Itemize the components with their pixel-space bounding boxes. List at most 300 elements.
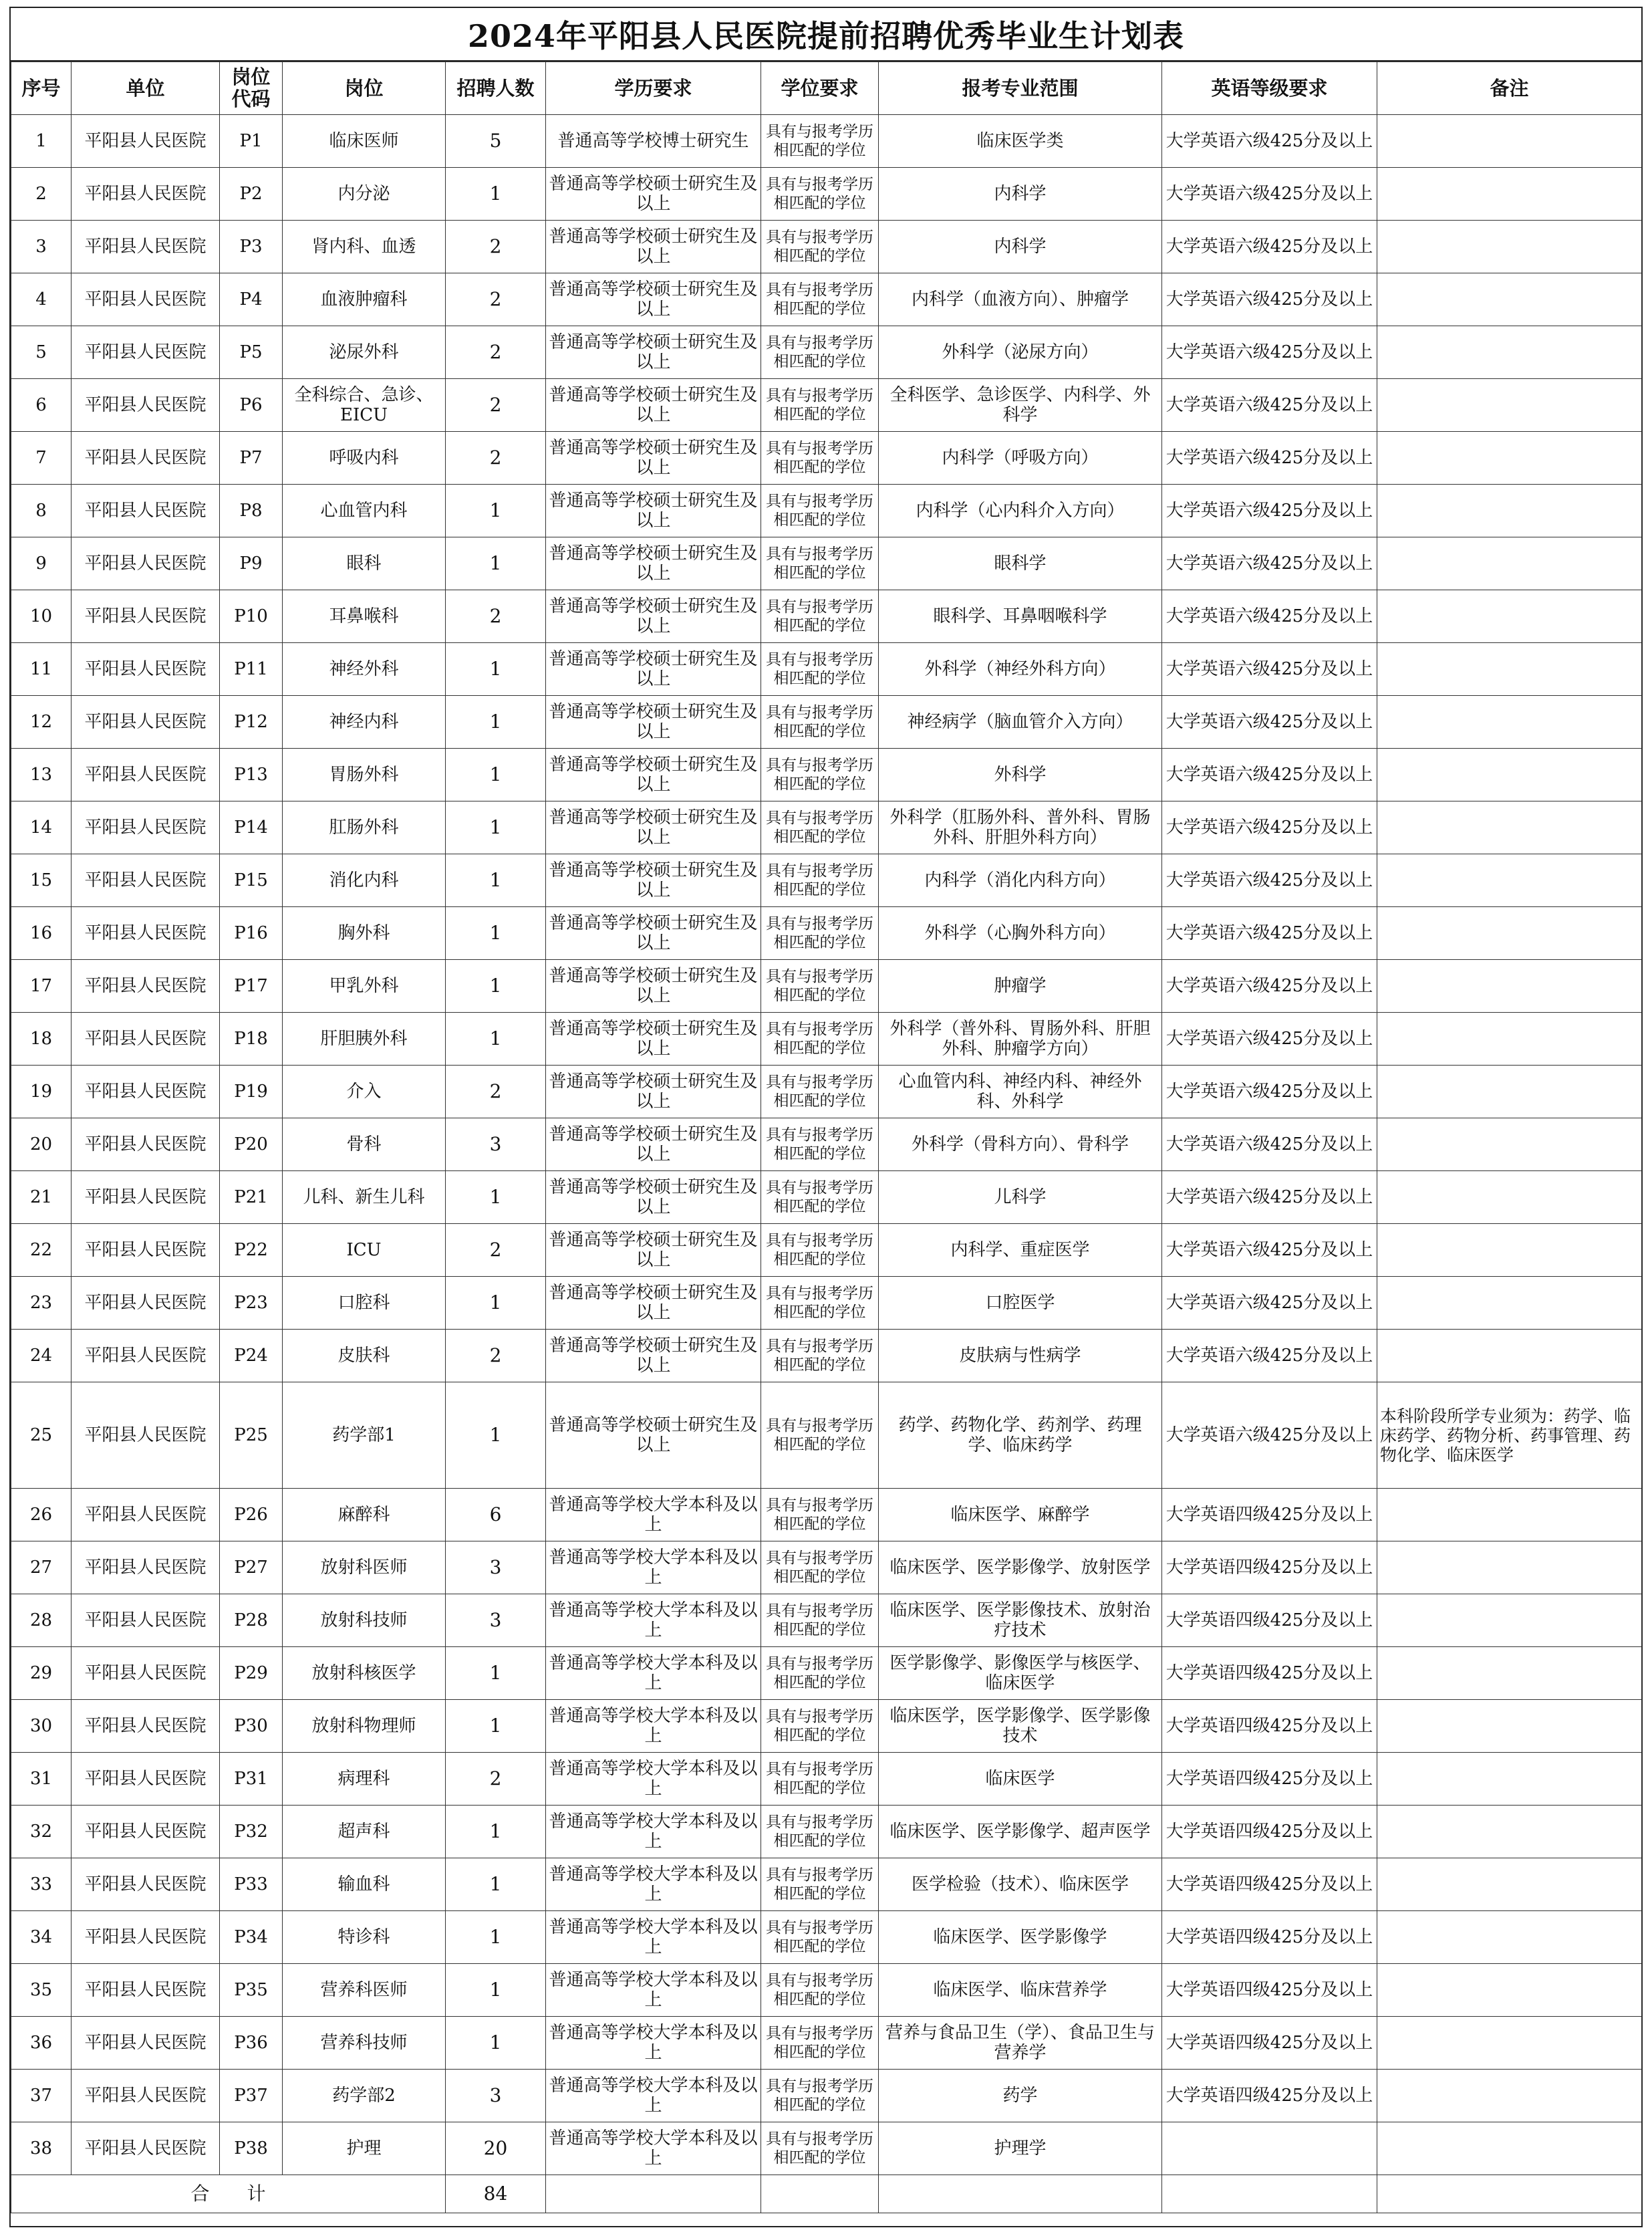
table-row <box>11 854 1642 907</box>
cell-note <box>1377 379 1642 432</box>
cell-edu: 普通高等学校硕士研究生及以上 <box>546 1382 761 1489</box>
cell-english: 大学英语六级425分及以上 <box>1162 696 1377 749</box>
cell-degree: 具有与报考学历相匹配的学位 <box>761 854 879 907</box>
cell-edu: 普通高等学校硕士研究生及以上 <box>546 854 761 907</box>
cell-count: 1 <box>446 1013 546 1066</box>
cell-unit: 平阳县人民医院 <box>72 1806 220 1858</box>
cell-degree: 具有与报考学历相匹配的学位 <box>761 168 879 221</box>
cell-unit: 平阳县人民医院 <box>72 1382 220 1489</box>
cell-edu: 普通高等学校硕士研究生及以上 <box>546 801 761 854</box>
cell-english: 大学英语六级425分及以上 <box>1162 115 1377 168</box>
cell-english: 大学英语四级425分及以上 <box>1162 2017 1377 2070</box>
cell-english: 大学英语四级425分及以上 <box>1162 1700 1377 1753</box>
table-row <box>11 537 1642 590</box>
cell-count: 1 <box>446 801 546 854</box>
cell-code: P24 <box>220 1330 283 1382</box>
cell-degree: 具有与报考学历相匹配的学位 <box>761 696 879 749</box>
cell-english: 大学英语四级425分及以上 <box>1162 1753 1377 1806</box>
cell-seq: 31 <box>11 1753 72 1806</box>
cell-major: 外科学（泌尿方向） <box>879 326 1162 379</box>
cell-unit: 平阳县人民医院 <box>72 1224 220 1277</box>
cell-unit: 平阳县人民医院 <box>72 2070 220 2122</box>
cell-degree: 具有与报考学历相匹配的学位 <box>761 1224 879 1277</box>
cell-english: 大学英语六级425分及以上 <box>1162 168 1377 221</box>
cell-edu: 普通高等学校大学本科及以上 <box>546 1858 761 1911</box>
cell-code: P9 <box>220 537 283 590</box>
cell-seq: 6 <box>11 379 72 432</box>
cell-count: 2 <box>446 432 546 485</box>
cell-post: 心血管内科 <box>283 485 446 537</box>
cell-edu: 普通高等学校大学本科及以上 <box>546 1541 761 1594</box>
cell-major: 儿科学 <box>879 1171 1162 1224</box>
cell-code: P16 <box>220 907 283 960</box>
cell-count: 1 <box>446 749 546 801</box>
cell-english: 大学英语六级425分及以上 <box>1162 643 1377 696</box>
cell-note <box>1377 1489 1642 1541</box>
cell-note <box>1377 2017 1642 2070</box>
cell-post: 消化内科 <box>283 854 446 907</box>
cell-edu: 普通高等学校硕士研究生及以上 <box>546 485 761 537</box>
cell-seq: 7 <box>11 432 72 485</box>
cell-major: 皮肤病与性病学 <box>879 1330 1162 1382</box>
cell-edu: 普通高等学校硕士研究生及以上 <box>546 1277 761 1330</box>
cell-english: 大学英语四级425分及以上 <box>1162 1806 1377 1858</box>
cell-major: 口腔医学 <box>879 1277 1162 1330</box>
page-title: 2024年平阳县人民医院提前招聘优秀毕业生计划表 <box>11 8 1641 61</box>
cell-code: P6 <box>220 379 283 432</box>
cell-degree: 具有与报考学历相匹配的学位 <box>761 1858 879 1911</box>
table-row <box>11 749 1642 801</box>
cell-post: 临床医师 <box>283 115 446 168</box>
cell-unit: 平阳县人民医院 <box>72 643 220 696</box>
cell-unit: 平阳县人民医院 <box>72 1911 220 1964</box>
cell-seq: 30 <box>11 1700 72 1753</box>
cell-seq: 14 <box>11 801 72 854</box>
table-row <box>11 1013 1642 1066</box>
cell-count: 1 <box>446 907 546 960</box>
table-row <box>11 907 1642 960</box>
cell-code: P7 <box>220 432 283 485</box>
table-row <box>11 221 1642 273</box>
cell-seq: 25 <box>11 1382 72 1489</box>
cell-count: 5 <box>446 115 546 168</box>
cell-note <box>1377 696 1642 749</box>
cell-edu: 普通高等学校硕士研究生及以上 <box>546 907 761 960</box>
table-row <box>11 1118 1642 1171</box>
cell-post: 甲乳外科 <box>283 960 446 1013</box>
cell-major: 内科学、重症医学 <box>879 1224 1162 1277</box>
cell-post: 皮肤科 <box>283 1330 446 1382</box>
cell-edu: 普通高等学校大学本科及以上 <box>546 1753 761 1806</box>
cell-unit: 平阳县人民医院 <box>72 1858 220 1911</box>
cell-note <box>1377 1277 1642 1330</box>
cell-post: 胸外科 <box>283 907 446 960</box>
cell-english: 大学英语六级425分及以上 <box>1162 854 1377 907</box>
cell-unit: 平阳县人民医院 <box>72 1171 220 1224</box>
cell-seq: 32 <box>11 1806 72 1858</box>
cell-major: 临床医学、麻醉学 <box>879 1489 1162 1541</box>
cell-major: 药学、药物化学、药剂学、药理学、临床药学 <box>879 1382 1162 1489</box>
cell-edu: 普通高等学校硕士研究生及以上 <box>546 1330 761 1382</box>
cell-note <box>1377 1753 1642 1806</box>
cell-note <box>1377 273 1642 326</box>
cell-degree: 具有与报考学历相匹配的学位 <box>761 1330 879 1382</box>
cell-major: 内科学（心内科介入方向） <box>879 485 1162 537</box>
cell-code: P38 <box>220 2122 283 2175</box>
cell-english: 大学英语六级425分及以上 <box>1162 485 1377 537</box>
table-row <box>11 1700 1642 1753</box>
cell-major: 内科学（消化内科方向） <box>879 854 1162 907</box>
cell-major: 外科学 <box>879 749 1162 801</box>
cell-seq: 27 <box>11 1541 72 1594</box>
cell-note <box>1377 537 1642 590</box>
cell-code: P27 <box>220 1541 283 1594</box>
cell-edu: 普通高等学校大学本科及以上 <box>546 1489 761 1541</box>
cell-seq: 16 <box>11 907 72 960</box>
cell-english: 大学英语四级425分及以上 <box>1162 1964 1377 2017</box>
cell-post: 泌尿外科 <box>283 326 446 379</box>
header-english: 英语等级要求 <box>1162 62 1377 115</box>
cell-post: 呼吸内科 <box>283 432 446 485</box>
header-count: 招聘人数 <box>446 62 546 115</box>
cell-seq: 29 <box>11 1647 72 1700</box>
cell-seq: 21 <box>11 1171 72 1224</box>
cell-unit: 平阳县人民医院 <box>72 1118 220 1171</box>
cell-count: 6 <box>446 1489 546 1541</box>
cell-post: 介入 <box>283 1066 446 1118</box>
cell-note <box>1377 907 1642 960</box>
cell-note <box>1377 1224 1642 1277</box>
cell-post: 输血科 <box>283 1858 446 1911</box>
cell-seq: 18 <box>11 1013 72 1066</box>
cell-post: 儿科、新生儿科 <box>283 1171 446 1224</box>
cell-major: 外科学（普外科、胃肠外科、肝胆外科、肿瘤学方向） <box>879 1013 1162 1066</box>
cell-seq: 24 <box>11 1330 72 1382</box>
cell-post: 肾内科、血透 <box>283 221 446 273</box>
cell-note <box>1377 749 1642 801</box>
cell-note <box>1377 1647 1642 1700</box>
cell-post: 病理科 <box>283 1753 446 1806</box>
cell-edu: 普通高等学校硕士研究生及以上 <box>546 960 761 1013</box>
cell-note <box>1377 1013 1642 1066</box>
cell-seq: 13 <box>11 749 72 801</box>
cell-post: 神经外科 <box>283 643 446 696</box>
cell-unit: 平阳县人民医院 <box>72 960 220 1013</box>
cell-english: 大学英语六级425分及以上 <box>1162 1066 1377 1118</box>
cell-english: 大学英语六级425分及以上 <box>1162 326 1377 379</box>
cell-unit: 平阳县人民医院 <box>72 1489 220 1541</box>
cell-code: P2 <box>220 168 283 221</box>
cell-note <box>1377 1858 1642 1911</box>
cell-english: 大学英语四级425分及以上 <box>1162 1489 1377 1541</box>
cell-count: 1 <box>446 1911 546 1964</box>
table-row <box>11 2070 1642 2122</box>
cell-note: 本科阶段所学专业须为：药学、临床药学、药物分析、药事管理、药物化学、临床医学 <box>1377 1382 1642 1489</box>
cell-edu: 普通高等学校硕士研究生及以上 <box>546 537 761 590</box>
cell-count: 2 <box>446 221 546 273</box>
cell-note <box>1377 432 1642 485</box>
cell-code: P17 <box>220 960 283 1013</box>
cell-count: 1 <box>446 854 546 907</box>
table-row <box>11 1806 1642 1858</box>
cell-major: 神经病学（脑血管介入方向） <box>879 696 1162 749</box>
cell-degree: 具有与报考学历相匹配的学位 <box>761 590 879 643</box>
cell-post: 放射科医师 <box>283 1541 446 1594</box>
cell-post: 肛肠外科 <box>283 801 446 854</box>
cell-code: P19 <box>220 1066 283 1118</box>
cell-edu: 普通高等学校大学本科及以上 <box>546 1911 761 1964</box>
cell-count: 1 <box>446 1806 546 1858</box>
cell-edu: 普通高等学校硕士研究生及以上 <box>546 1224 761 1277</box>
cell-edu: 普通高等学校大学本科及以上 <box>546 2017 761 2070</box>
cell-major: 内科学（血液方向）、肿瘤学 <box>879 273 1162 326</box>
cell-post: 放射科技师 <box>283 1594 446 1647</box>
cell-major: 临床医学、医学影像学 <box>879 1911 1162 1964</box>
table-row <box>11 1277 1642 1330</box>
cell-count: 1 <box>446 1647 546 1700</box>
cell-unit: 平阳县人民医院 <box>72 1964 220 2017</box>
cell-post: 全科综合、急诊、EICU <box>283 379 446 432</box>
table-row <box>11 1489 1642 1541</box>
cell-unit: 平阳县人民医院 <box>72 379 220 432</box>
table-row <box>11 432 1642 485</box>
cell-english: 大学英语四级425分及以上 <box>1162 2070 1377 2122</box>
cell-edu: 普通高等学校大学本科及以上 <box>546 1700 761 1753</box>
cell-post: 骨科 <box>283 1118 446 1171</box>
cell-english: 大学英语四级425分及以上 <box>1162 1594 1377 1647</box>
cell-seq: 38 <box>11 2122 72 2175</box>
cell-seq: 1 <box>11 115 72 168</box>
cell-code: P34 <box>220 1911 283 1964</box>
cell-count: 1 <box>446 1277 546 1330</box>
cell-degree: 具有与报考学历相匹配的学位 <box>761 485 879 537</box>
total-count: 84 <box>446 2175 546 2213</box>
cell-degree: 具有与报考学历相匹配的学位 <box>761 907 879 960</box>
cell-seq: 35 <box>11 1964 72 2017</box>
cell-code: P10 <box>220 590 283 643</box>
cell-degree: 具有与报考学历相匹配的学位 <box>761 379 879 432</box>
cell-seq: 2 <box>11 168 72 221</box>
cell-seq: 4 <box>11 273 72 326</box>
cell-code: P13 <box>220 749 283 801</box>
cell-degree: 具有与报考学历相匹配的学位 <box>761 1647 879 1700</box>
cell-code: P14 <box>220 801 283 854</box>
cell-count: 2 <box>446 590 546 643</box>
cell-seq: 9 <box>11 537 72 590</box>
cell-degree: 具有与报考学历相匹配的学位 <box>761 326 879 379</box>
cell-unit: 平阳县人民医院 <box>72 907 220 960</box>
cell-seq: 12 <box>11 696 72 749</box>
cell-english: 大学英语六级425分及以上 <box>1162 537 1377 590</box>
cell-note <box>1377 1911 1642 1964</box>
cell-edu: 普通高等学校硕士研究生及以上 <box>546 1066 761 1118</box>
cell-major: 内科学（呼吸方向） <box>879 432 1162 485</box>
cell-note <box>1377 1171 1642 1224</box>
cell-count: 2 <box>446 273 546 326</box>
cell-count: 1 <box>446 643 546 696</box>
cell-post: 营养科技师 <box>283 2017 446 2070</box>
cell-unit: 平阳县人民医院 <box>72 854 220 907</box>
cell-english <box>1162 2122 1377 2175</box>
cell-edu: 普通高等学校硕士研究生及以上 <box>546 432 761 485</box>
cell-count: 2 <box>446 1224 546 1277</box>
table-row <box>11 1647 1642 1700</box>
cell-edu: 普通高等学校博士研究生 <box>546 115 761 168</box>
cell-major: 全科医学、急诊医学、内科学、外科学 <box>879 379 1162 432</box>
cell-unit: 平阳县人民医院 <box>72 273 220 326</box>
cell-note <box>1377 1700 1642 1753</box>
cell-code: P21 <box>220 1171 283 1224</box>
cell-major: 肿瘤学 <box>879 960 1162 1013</box>
cell-degree: 具有与报考学历相匹配的学位 <box>761 749 879 801</box>
cell-post: 营养科医师 <box>283 1964 446 2017</box>
cell-seq: 19 <box>11 1066 72 1118</box>
cell-major: 心血管内科、神经内科、神经外科、外科学 <box>879 1066 1162 1118</box>
cell-post: ICU <box>283 1224 446 1277</box>
cell-code: P32 <box>220 1806 283 1858</box>
cell-note <box>1377 643 1642 696</box>
cell-english: 大学英语六级425分及以上 <box>1162 273 1377 326</box>
table-row <box>11 1330 1642 1382</box>
cell-degree: 具有与报考学历相匹配的学位 <box>761 537 879 590</box>
cell-english: 大学英语六级425分及以上 <box>1162 590 1377 643</box>
cell-post: 眼科 <box>283 537 446 590</box>
cell-major: 内科学 <box>879 221 1162 273</box>
cell-note <box>1377 115 1642 168</box>
cell-seq: 5 <box>11 326 72 379</box>
cell-edu: 普通高等学校硕士研究生及以上 <box>546 273 761 326</box>
cell-count: 3 <box>446 2070 546 2122</box>
cell-note <box>1377 801 1642 854</box>
cell-seq: 23 <box>11 1277 72 1330</box>
table-row <box>11 326 1642 379</box>
cell-degree: 具有与报考学历相匹配的学位 <box>761 1964 879 2017</box>
cell-note <box>1377 168 1642 221</box>
cell-unit: 平阳县人民医院 <box>72 432 220 485</box>
cell-note <box>1377 590 1642 643</box>
cell-edu: 普通高等学校硕士研究生及以上 <box>546 643 761 696</box>
cell-seq: 26 <box>11 1489 72 1541</box>
cell-english: 大学英语四级425分及以上 <box>1162 1911 1377 1964</box>
table-row <box>11 379 1642 432</box>
cell-degree: 具有与报考学历相匹配的学位 <box>761 2070 879 2122</box>
cell-degree: 具有与报考学历相匹配的学位 <box>761 1382 879 1489</box>
cell-major: 外科学（心胸外科方向） <box>879 907 1162 960</box>
cell-count: 2 <box>446 1330 546 1382</box>
cell-major: 临床医学类 <box>879 115 1162 168</box>
cell-major: 外科学（肛肠外科、普外科、胃肠外科、肝胆外科方向） <box>879 801 1162 854</box>
cell-major: 外科学（神经外科方向） <box>879 643 1162 696</box>
cell-post: 耳鼻喉科 <box>283 590 446 643</box>
cell-count: 1 <box>446 696 546 749</box>
cell-major: 临床医学，医学影像学、医学影像技术 <box>879 1700 1162 1753</box>
cell-degree: 具有与报考学历相匹配的学位 <box>761 221 879 273</box>
cell-major: 药学 <box>879 2070 1162 2122</box>
cell-post: 神经内科 <box>283 696 446 749</box>
cell-count: 1 <box>446 2017 546 2070</box>
cell-code: P15 <box>220 854 283 907</box>
header-degree: 学位要求 <box>761 62 879 115</box>
cell-edu: 普通高等学校硕士研究生及以上 <box>546 1171 761 1224</box>
cell-degree: 具有与报考学历相匹配的学位 <box>761 1066 879 1118</box>
cell-seq: 37 <box>11 2070 72 2122</box>
cell-code: P37 <box>220 2070 283 2122</box>
table-row <box>11 1382 1642 1489</box>
table-row <box>11 1171 1642 1224</box>
table-row <box>11 801 1642 854</box>
cell-post: 放射科物理师 <box>283 1700 446 1753</box>
header-post: 岗位 <box>283 62 446 115</box>
cell-count: 2 <box>446 379 546 432</box>
cell-unit: 平阳县人民医院 <box>72 801 220 854</box>
cell-code: P35 <box>220 1964 283 2017</box>
cell-degree: 具有与报考学历相匹配的学位 <box>761 1541 879 1594</box>
cell-count: 2 <box>446 1066 546 1118</box>
cell-edu: 普通高等学校硕士研究生及以上 <box>546 379 761 432</box>
cell-code: P18 <box>220 1013 283 1066</box>
table-row <box>11 2017 1642 2070</box>
cell-seq: 28 <box>11 1594 72 1647</box>
cell-major: 医学影像学、影像医学与核医学、临床医学 <box>879 1647 1162 1700</box>
cell-major: 内科学 <box>879 168 1162 221</box>
cell-major: 营养与食品卫生（学）、食品卫生与营养学 <box>879 2017 1162 2070</box>
cell-seq: 10 <box>11 590 72 643</box>
cell-seq: 8 <box>11 485 72 537</box>
cell-degree: 具有与报考学历相匹配的学位 <box>761 1594 879 1647</box>
cell-english: 大学英语六级425分及以上 <box>1162 221 1377 273</box>
cell-degree: 具有与报考学历相匹配的学位 <box>761 1118 879 1171</box>
cell-english: 大学英语六级425分及以上 <box>1162 749 1377 801</box>
recruitment-sheet <box>9 7 1643 2227</box>
cell-degree: 具有与报考学历相匹配的学位 <box>761 1171 879 1224</box>
cell-code: P26 <box>220 1489 283 1541</box>
cell-note <box>1377 2122 1642 2175</box>
cell-unit: 平阳县人民医院 <box>72 1594 220 1647</box>
cell-count: 20 <box>446 2122 546 2175</box>
total-label: 合 计 <box>11 2175 446 2213</box>
cell-unit: 平阳县人民医院 <box>72 1700 220 1753</box>
cell-seq: 20 <box>11 1118 72 1171</box>
cell-english: 大学英语六级425分及以上 <box>1162 1330 1377 1382</box>
cell-unit: 平阳县人民医院 <box>72 1330 220 1382</box>
cell-major: 眼科学 <box>879 537 1162 590</box>
cell-note <box>1377 854 1642 907</box>
cell-edu: 普通高等学校硕士研究生及以上 <box>546 326 761 379</box>
cell-edu: 普通高等学校硕士研究生及以上 <box>546 749 761 801</box>
cell-count: 2 <box>446 326 546 379</box>
cell-code: P36 <box>220 2017 283 2070</box>
cell-major: 临床医学、医学影像学、放射医学 <box>879 1541 1162 1594</box>
cell-code: P5 <box>220 326 283 379</box>
table-row <box>11 273 1642 326</box>
cell-code: P31 <box>220 1753 283 1806</box>
cell-count: 1 <box>446 168 546 221</box>
cell-unit: 平阳县人民医院 <box>72 168 220 221</box>
cell-unit: 平阳县人民医院 <box>72 221 220 273</box>
header-edu: 学历要求 <box>546 62 761 115</box>
cell-code: P25 <box>220 1382 283 1489</box>
cell-count: 1 <box>446 1171 546 1224</box>
cell-unit: 平阳县人民医院 <box>72 696 220 749</box>
table-row <box>11 960 1642 1013</box>
cell-seq: 11 <box>11 643 72 696</box>
cell-edu: 普通高等学校硕士研究生及以上 <box>546 1118 761 1171</box>
cell-code: P30 <box>220 1700 283 1753</box>
cell-degree: 具有与报考学历相匹配的学位 <box>761 1911 879 1964</box>
cell-english: 大学英语六级425分及以上 <box>1162 1277 1377 1330</box>
cell-note <box>1377 221 1642 273</box>
table-row <box>11 1066 1642 1118</box>
